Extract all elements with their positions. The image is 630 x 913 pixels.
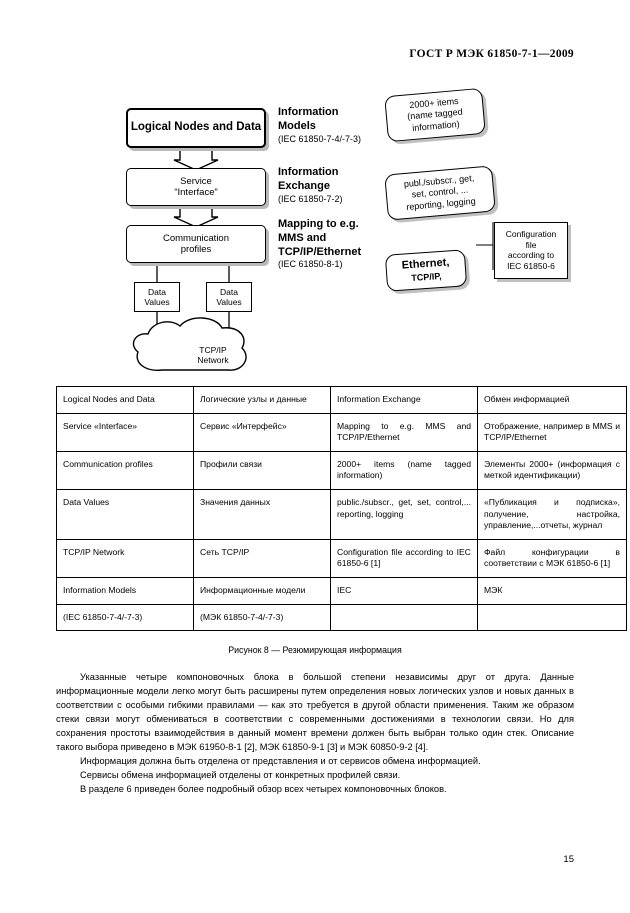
config-line1: Configuration: [505, 229, 557, 239]
table-cell-en-term: (IEC 61850-7-4/-7-3): [57, 604, 194, 631]
figure-bubble-services: [384, 165, 496, 220]
table-cell-ru-term: Профили связи: [194, 451, 331, 489]
figure-box-logical-nodes-label: Logical Nodes and Data: [130, 121, 262, 134]
figure-box-logical-nodes: [126, 108, 266, 148]
table-cell-en-term-2: Mapping to e.g. MMS and TCP/IP/Ethernet: [331, 413, 478, 451]
info-models-sub: (IEC 61850-7-4/-7-3): [278, 133, 362, 144]
table-cell-en-term-2: Configuration file according to IEC 61850-6 [1]: [331, 539, 478, 577]
config-line4: IEC 61850-6: [507, 260, 555, 271]
table-row: [57, 451, 627, 489]
figure-box-service-line2: “Interface”: [174, 187, 218, 198]
figure-box-comm-line1: Communication: [163, 232, 229, 244]
table-cell-en-term: Logical Nodes and Data: [57, 387, 194, 414]
table-row: [57, 604, 627, 631]
table-cell-ru-term-2: МЭК: [478, 577, 627, 604]
figure-box-data-values-right: [206, 282, 252, 312]
table-cell-ru-term-2: Файл конфигурации в соответствии с МЭК 61850-6 [1]: [478, 539, 627, 577]
data-values-right-line1: Data: [220, 287, 238, 297]
table-cell-en-term: Information Models: [57, 577, 194, 604]
translation-table: [56, 386, 627, 631]
table-cell-en-term-2: public./subscr., get, set, control,... reporting, logging: [331, 489, 478, 539]
info-models-title-1: Information: [278, 106, 339, 118]
table-cell-ru-term: Логические узлы и данные: [194, 387, 331, 414]
paragraph-2: Информация должна быть отделена от представления и от сервисов обмена информацией.: [80, 755, 481, 766]
table-cell-en-term: Communication profiles: [57, 451, 194, 489]
data-values-right-line2: Values: [216, 297, 242, 308]
page-number: 15: [563, 854, 574, 865]
table-cell-ru-term-2: «Публикация и подписка», получение, настройка, управление,...отчеты, журнал: [478, 489, 627, 539]
table-cell-en-term-2: 2000+ items (name tagged information): [331, 451, 478, 489]
config-line3: according to: [507, 250, 555, 261]
figure-bubble-ethernet: [385, 249, 467, 291]
figure-box-data-values-left: [134, 282, 180, 312]
table-cell-ru-term: Сеть TCP/IP: [194, 539, 331, 577]
mapping-title-3: TCP/IP/Ethernet: [278, 245, 362, 258]
bubble-publ-line3: reporting, logging: [405, 195, 477, 212]
figure-cloud-tcpip: [138, 325, 288, 385]
table-row: [57, 577, 627, 604]
mapping-title-2: MMS and: [278, 231, 327, 244]
info-exchange-title-2: Exchange: [278, 179, 330, 192]
table-row: [57, 489, 627, 539]
table-cell-ru-term: Сервис «Интерфейс»: [194, 413, 331, 451]
info-exchange-sub: (IEC 61850-7-2): [278, 193, 343, 204]
paragraph-4: В разделе 6 приведен более подробный обзор всех четырех компоновочных блоков.: [80, 783, 447, 794]
table-cell-ru-term: (МЭК 61850-7-4/-7-3): [194, 604, 331, 631]
body-text: [56, 671, 574, 796]
figure-label-mapping: [278, 218, 361, 271]
table-cell-en-term-2: IEC: [331, 577, 478, 604]
table-row: [57, 413, 627, 451]
table-cell-en-term-2: [331, 604, 478, 631]
bubble-publ-line2: set, control, ...: [411, 184, 469, 200]
figure-label-information-models: [278, 106, 361, 145]
table-cell-ru-term-2: [478, 604, 627, 631]
cloud-line1: TCP/IP: [199, 345, 227, 355]
table-cell-ru-term: Информационные модели: [194, 577, 331, 604]
config-line2: file: [525, 239, 537, 250]
data-values-left-line1: Data: [148, 287, 166, 297]
paragraph-1: Указанные четыре компоновочных блока в большой степени независимы друг от друга. Данные информационные модели легко могут быть расширены путем определения новых логических узлов и новых данных в соответствии с особыми гибкими правилами — как это требуется в другой области применения. Таким же образом стеки связи могут обмениваться в соответствии с современными достижениями в технологии связи. Но для сохранения простоты взаимодействия в данный момент времени должен быть выбран только один стек. Описание такого выбора приведено в МЭК 61950-8-1 [2], МЭК 61850-9-1 [3] и МЭК 60850-9-2 [4].: [56, 672, 574, 752]
paragraph-3: Сервисы обмена информацией отделены от конкретных профилей связи.: [80, 769, 401, 780]
table-cell-ru-term-2: Элементы 2000+ (информация с меткой идентификации): [478, 451, 627, 489]
table-row: [57, 539, 627, 577]
data-values-left-line2: Values: [144, 297, 170, 308]
table-cell-ru-term-2: Отображение, например в MMS и TCP/IP/Ethernet: [478, 413, 627, 451]
bubble-publ-line1: publ./subscr., get,: [403, 172, 475, 190]
table-cell-ru-term: Значения данных: [194, 489, 331, 539]
figure-caption: Рисунок 8 — Резюмирующая информация: [228, 645, 402, 656]
mapping-title-1: Mapping to e.g.: [278, 218, 359, 230]
mapping-sub: (IEC 61850-8-1): [278, 259, 343, 270]
info-exchange-title-1: Information: [278, 166, 339, 178]
translation-table-body: [57, 387, 627, 631]
figure-box-service: [126, 168, 266, 206]
table-cell-en-term: Service «Interface»: [57, 413, 194, 451]
bubble-items-line1: 2000+ items: [408, 95, 459, 111]
figure-bubble-items: [384, 88, 486, 142]
table-cell-en-term-2: Information Exchange: [331, 387, 478, 414]
figure-label-information-exchange: [278, 166, 343, 205]
figure-8: [56, 70, 574, 380]
table-row: [57, 387, 627, 414]
bubble-items-line2: (name tagged: [406, 106, 464, 122]
bubble-items-line3: information): [411, 118, 461, 133]
table-cell-en-term: TCP/IP Network: [57, 539, 194, 577]
figure-box-service-line1: Service: [180, 175, 212, 187]
info-models-title-2: Models: [278, 119, 316, 132]
figure-config-file-box: [494, 222, 568, 279]
figure-box-communication-profiles: [126, 225, 266, 263]
bubble-eth-line2: TCP/IP,: [410, 270, 442, 283]
page-header: ГОСТ Р МЭК 61850-7-1—2009: [409, 48, 574, 60]
figure-box-comm-line2: profiles: [180, 244, 212, 255]
table-cell-ru-term-2: Обмен информацией: [478, 387, 627, 414]
cloud-line2: Network: [197, 355, 229, 366]
table-cell-en-term: Data Values: [57, 489, 194, 539]
bubble-eth-line1: Ethernet,: [401, 256, 450, 272]
